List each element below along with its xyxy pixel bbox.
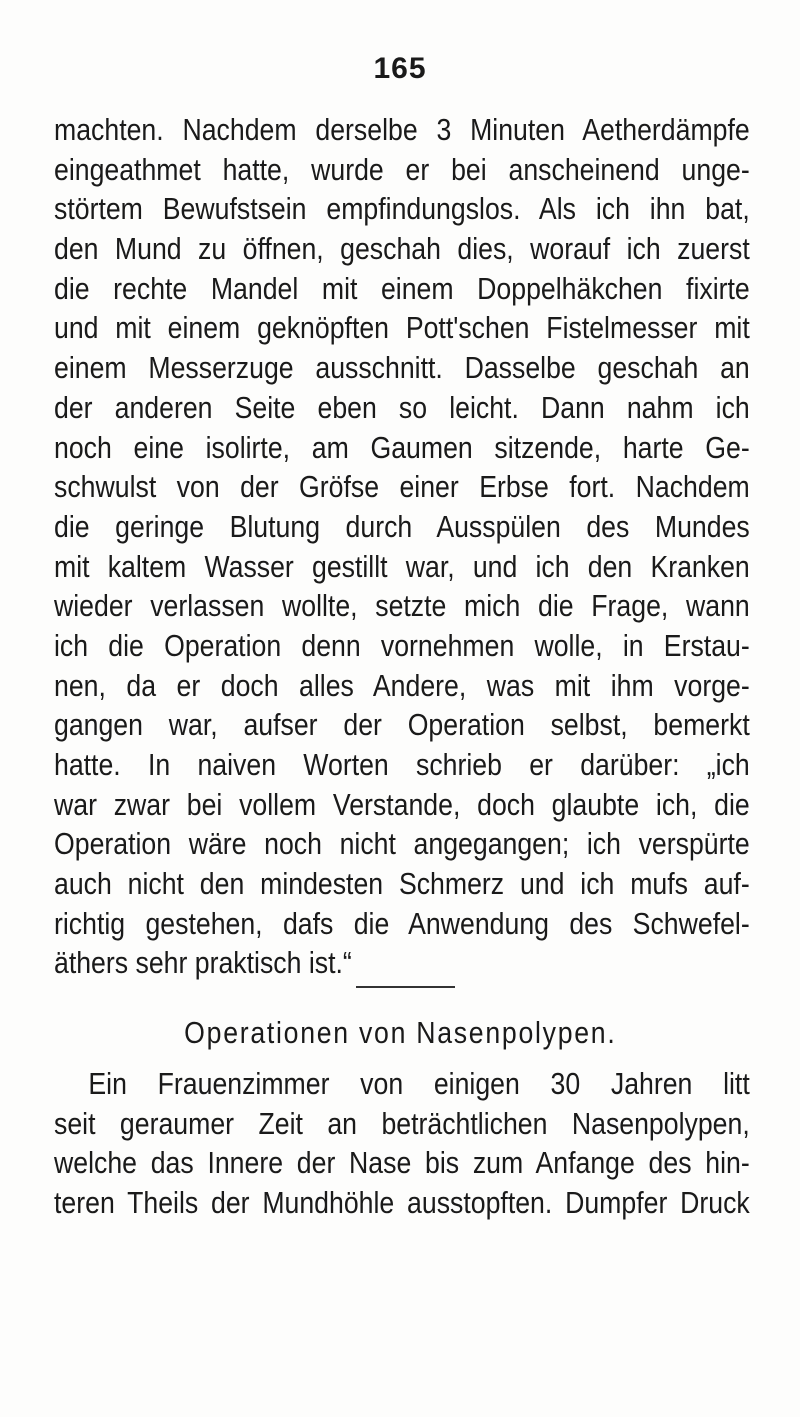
text-line: machten. Nachdem derselbe 3 Minuten Aetherdämpfe <box>54 112 750 147</box>
text-line: nen, da er doch alles Andere, was mit ihm vorge- <box>54 667 750 703</box>
text-line: gangen war, aufser der Operation selbst, bemerkt <box>54 707 750 743</box>
text-line: Ein Frauenzimmer von einigen 30 Jahren litt <box>88 1066 750 1101</box>
text-line: eingeathmet hatte, wurde er bei anscheinend unge- <box>54 151 750 187</box>
text-line: die rechte Mandel mit einem Doppelhäkchen fixirte <box>54 270 750 306</box>
text-line: der anderen Seite eben so leicht. Dann nahm ich <box>54 389 750 425</box>
page-number: 165 <box>373 52 427 85</box>
text-line: äthers sehr praktisch ist.“ <box>54 945 352 981</box>
text-line: störtem Bewufstsein empfindungslos. Als ich ihn bat, <box>54 191 750 227</box>
text-line: und mit einem geknöpften Pott'schen Fistelmesser mit <box>54 310 750 346</box>
section-heading-text: Operationen von Nasenpolypen. <box>183 1015 617 1050</box>
text-line: hatte. In naiven Worten schrieb er darüber: „ich <box>54 747 750 782</box>
paragraph-2 <box>54 1064 750 1223</box>
text-line: schwulst von der Gröfse einer Erbse fort. Nachdem <box>54 469 750 505</box>
text-line: wieder verlassen wollte, setzte mich die Frage, wann <box>54 588 750 624</box>
text-line: auch nicht den mindesten Schmerz und ich mufs auf- <box>54 866 750 902</box>
text-line: mit kaltem Wasser gestillt war, und ich den Kranken <box>54 548 750 584</box>
text-line: welche das Innere der Nase bis zum Anfange des hin- <box>54 1145 750 1181</box>
text-line: noch eine isolirte, am Gaumen sitzende, harte Ge- <box>54 429 750 465</box>
text-line: die geringe Blutung durch Ausspülen des Mundes <box>54 508 750 544</box>
section-divider <box>356 986 455 988</box>
text-line: teren Theils der Mundhöhle ausstopften. Dumpfer Druck <box>54 1185 750 1221</box>
text-line: Operation wäre noch nicht angegangen; ich verspürte <box>54 826 750 862</box>
text-line: einem Messerzuge ausschnitt. Dasselbe geschah an <box>54 350 750 386</box>
text-line: seit geraumer Zeit an beträchtlichen Nasenpolypen, <box>54 1105 750 1141</box>
text-line: war zwar bei vollem Verstande, doch glaubte ich, die <box>54 786 750 822</box>
text-line: ich die Operation denn vornehmen wolle, in Erstau- <box>54 627 750 663</box>
section-heading <box>0 1013 800 1053</box>
text-line: den Mund zu öffnen, geschah dies, worauf ich zuerst <box>54 231 750 267</box>
text-line: richtig gestehen, dafs die Anwendung des Schwefel- <box>54 905 750 941</box>
paragraph-1 <box>54 110 750 983</box>
